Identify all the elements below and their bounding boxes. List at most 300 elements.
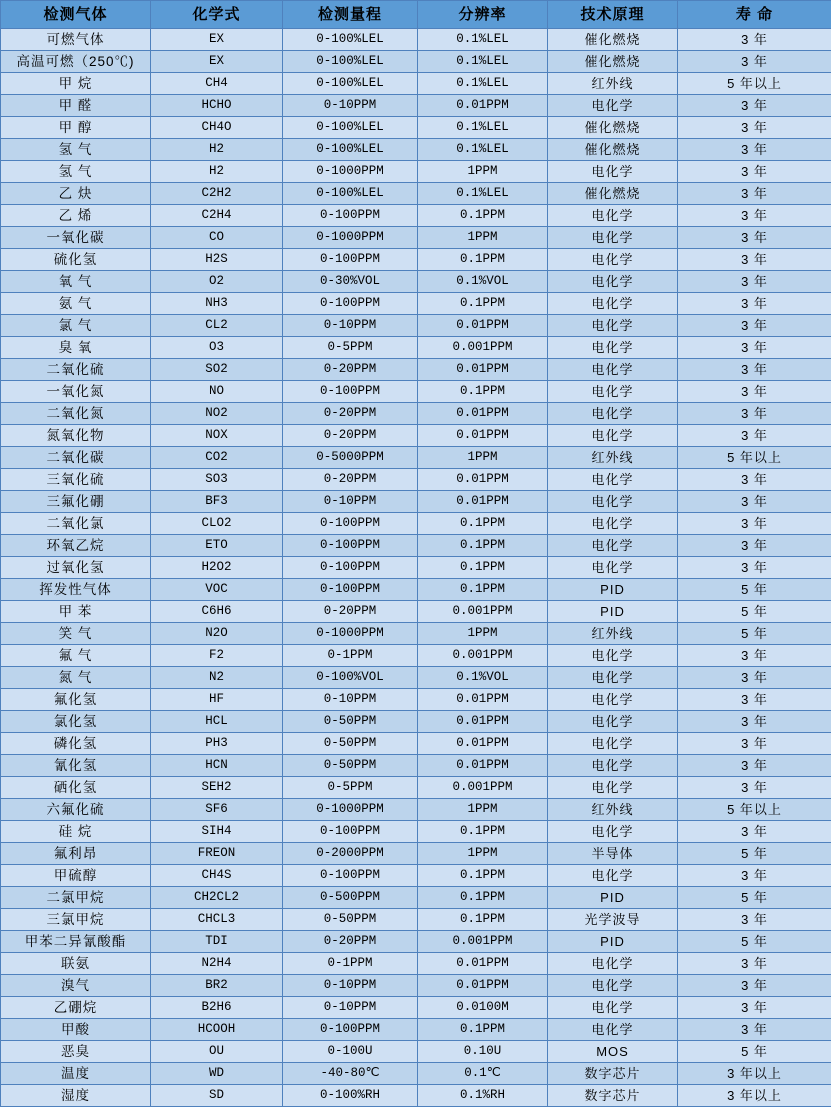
cell-gas: 二氧化硫 — [1, 359, 151, 381]
cell-technology: 电化学 — [548, 645, 678, 667]
cell-technology: 催化燃烧 — [548, 139, 678, 161]
cell-technology: 电化学 — [548, 513, 678, 535]
cell-formula: H2O2 — [151, 557, 283, 579]
cell-technology: 红外线 — [548, 799, 678, 821]
cell-formula: CO2 — [151, 447, 283, 469]
table-row — [1, 469, 831, 491]
table-row — [1, 1041, 831, 1063]
cell-technology: 催化燃烧 — [548, 117, 678, 139]
cell-lifespan: 5 年 — [678, 623, 831, 645]
cell-formula: SEH2 — [151, 777, 283, 799]
cell-lifespan: 3 年 — [678, 227, 831, 249]
cell-resolution: 0.01PPM — [418, 755, 548, 777]
cell-resolution: 0.1PPM — [418, 249, 548, 271]
cell-gas: 温度 — [1, 1063, 151, 1085]
cell-formula: EX — [151, 51, 283, 73]
cell-technology: 电化学 — [548, 557, 678, 579]
cell-technology: 电化学 — [548, 293, 678, 315]
cell-resolution: 0.001PPM — [418, 645, 548, 667]
cell-resolution: 0.001PPM — [418, 777, 548, 799]
cell-resolution: 1PPM — [418, 623, 548, 645]
cell-range: 0-50PPM — [283, 755, 418, 777]
cell-range: 0-100%LEL — [283, 183, 418, 205]
cell-range: 0-100PPM — [283, 381, 418, 403]
cell-lifespan: 3 年 — [678, 755, 831, 777]
cell-range: 0-100%LEL — [283, 73, 418, 95]
cell-lifespan: 3 年 — [678, 821, 831, 843]
cell-gas: 氟 气 — [1, 645, 151, 667]
cell-gas: 氟化氢 — [1, 689, 151, 711]
cell-lifespan: 3 年 — [678, 667, 831, 689]
table-row — [1, 51, 831, 73]
cell-lifespan: 5 年以上 — [678, 447, 831, 469]
cell-gas: 六氟化硫 — [1, 799, 151, 821]
table-row — [1, 117, 831, 139]
table-row — [1, 183, 831, 205]
table-row — [1, 821, 831, 843]
cell-range: 0-1000PPM — [283, 161, 418, 183]
cell-technology: 电化学 — [548, 953, 678, 975]
table-row — [1, 711, 831, 733]
cell-gas: 乙硼烷 — [1, 997, 151, 1019]
table-body — [1, 29, 831, 1107]
cell-range: 0-100PPM — [283, 865, 418, 887]
cell-resolution: 0.1PPM — [418, 205, 548, 227]
cell-formula: HCL — [151, 711, 283, 733]
cell-formula: FREON — [151, 843, 283, 865]
cell-resolution: 0.001PPM — [418, 337, 548, 359]
column-header-technology: 技术原理 — [548, 1, 678, 29]
cell-lifespan: 3 年 — [678, 711, 831, 733]
cell-resolution: 0.01PPM — [418, 689, 548, 711]
cell-lifespan: 3 年 — [678, 689, 831, 711]
cell-range: 0-5000PPM — [283, 447, 418, 469]
cell-range: 0-1PPM — [283, 645, 418, 667]
table-row — [1, 227, 831, 249]
cell-resolution: 0.1PPM — [418, 821, 548, 843]
cell-gas: 氨 气 — [1, 293, 151, 315]
cell-resolution: 0.1PPM — [418, 887, 548, 909]
cell-formula: O2 — [151, 271, 283, 293]
cell-range: 0-100PPM — [283, 293, 418, 315]
cell-formula: BR2 — [151, 975, 283, 997]
cell-technology: 电化学 — [548, 205, 678, 227]
cell-technology: 催化燃烧 — [548, 29, 678, 51]
cell-resolution: 0.01PPM — [418, 425, 548, 447]
cell-range: 0-1000PPM — [283, 227, 418, 249]
table-row — [1, 557, 831, 579]
table-row — [1, 1019, 831, 1041]
cell-range: 0-10PPM — [283, 491, 418, 513]
cell-range: 0-30%VOL — [283, 271, 418, 293]
cell-formula: C2H4 — [151, 205, 283, 227]
table-row — [1, 755, 831, 777]
cell-lifespan: 3 年以上 — [678, 1063, 831, 1085]
cell-gas: 笑 气 — [1, 623, 151, 645]
table-row — [1, 315, 831, 337]
column-header-formula: 化学式 — [151, 1, 283, 29]
cell-formula: F2 — [151, 645, 283, 667]
table-row — [1, 931, 831, 953]
table-row — [1, 887, 831, 909]
cell-formula: C6H6 — [151, 601, 283, 623]
cell-resolution: 0.10U — [418, 1041, 548, 1063]
cell-range: 0-1000PPM — [283, 623, 418, 645]
cell-resolution: 0.1PPM — [418, 381, 548, 403]
cell-gas: 过氧化氢 — [1, 557, 151, 579]
cell-gas: 二氧化氯 — [1, 513, 151, 535]
cell-gas: 乙 炔 — [1, 183, 151, 205]
table-row — [1, 29, 831, 51]
cell-formula: CH2CL2 — [151, 887, 283, 909]
cell-lifespan: 3 年 — [678, 535, 831, 557]
cell-resolution: 0.1%LEL — [418, 183, 548, 205]
cell-resolution: 0.01PPM — [418, 95, 548, 117]
table-row — [1, 381, 831, 403]
cell-formula: H2 — [151, 139, 283, 161]
cell-range: 0-500PPM — [283, 887, 418, 909]
cell-range: 0-100U — [283, 1041, 418, 1063]
cell-technology: 电化学 — [548, 271, 678, 293]
cell-lifespan: 3 年 — [678, 997, 831, 1019]
cell-technology: 电化学 — [548, 491, 678, 513]
cell-range: 0-100PPM — [283, 821, 418, 843]
cell-gas: 氧 气 — [1, 271, 151, 293]
cell-technology: 催化燃烧 — [548, 183, 678, 205]
cell-range: 0-10PPM — [283, 95, 418, 117]
cell-formula: HF — [151, 689, 283, 711]
cell-formula: CH4O — [151, 117, 283, 139]
cell-technology: 电化学 — [548, 733, 678, 755]
cell-range: 0-100%VOL — [283, 667, 418, 689]
cell-range: 0-100PPM — [283, 249, 418, 271]
cell-resolution: 0.1%LEL — [418, 29, 548, 51]
cell-formula: B2H6 — [151, 997, 283, 1019]
cell-resolution: 1PPM — [418, 799, 548, 821]
cell-resolution: 0.1%LEL — [418, 73, 548, 95]
cell-technology: 电化学 — [548, 865, 678, 887]
cell-range: 0-50PPM — [283, 909, 418, 931]
cell-lifespan: 3 年 — [678, 337, 831, 359]
cell-technology: 电化学 — [548, 667, 678, 689]
cell-resolution: 0.1%LEL — [418, 139, 548, 161]
table-row — [1, 1085, 831, 1107]
cell-lifespan: 5 年 — [678, 887, 831, 909]
cell-lifespan: 5 年 — [678, 931, 831, 953]
cell-gas: 甲酸 — [1, 1019, 151, 1041]
cell-gas: 联氨 — [1, 953, 151, 975]
cell-formula: SO3 — [151, 469, 283, 491]
column-header-range: 检测量程 — [283, 1, 418, 29]
cell-lifespan: 3 年 — [678, 469, 831, 491]
cell-range: 0-50PPM — [283, 711, 418, 733]
cell-range: 0-100PPM — [283, 579, 418, 601]
cell-range: 0-100PPM — [283, 513, 418, 535]
cell-formula: TDI — [151, 931, 283, 953]
cell-resolution: 0.1%VOL — [418, 271, 548, 293]
cell-range: 0-20PPM — [283, 425, 418, 447]
table-row — [1, 777, 831, 799]
table-row — [1, 799, 831, 821]
cell-lifespan: 3 年 — [678, 777, 831, 799]
table-row — [1, 689, 831, 711]
cell-technology: 电化学 — [548, 689, 678, 711]
cell-lifespan: 3 年 — [678, 315, 831, 337]
cell-formula: NO — [151, 381, 283, 403]
cell-technology: 光学波导 — [548, 909, 678, 931]
table-row — [1, 271, 831, 293]
cell-technology: 电化学 — [548, 227, 678, 249]
table-row — [1, 513, 831, 535]
table-row — [1, 997, 831, 1019]
cell-technology: 电化学 — [548, 161, 678, 183]
cell-gas: 甲 苯 — [1, 601, 151, 623]
cell-formula: OU — [151, 1041, 283, 1063]
cell-technology: PID — [548, 579, 678, 601]
cell-resolution: 0.1PPM — [418, 579, 548, 601]
cell-lifespan: 3 年 — [678, 95, 831, 117]
cell-range: 0-100PPM — [283, 557, 418, 579]
cell-gas: 三氯甲烷 — [1, 909, 151, 931]
cell-formula: N2O — [151, 623, 283, 645]
cell-technology: 红外线 — [548, 73, 678, 95]
cell-gas: 二氧化氮 — [1, 403, 151, 425]
cell-technology: PID — [548, 887, 678, 909]
cell-technology: 电化学 — [548, 249, 678, 271]
table-row — [1, 139, 831, 161]
cell-resolution: 0.1%LEL — [418, 51, 548, 73]
table-row — [1, 293, 831, 315]
table-row — [1, 205, 831, 227]
cell-gas: 氮 气 — [1, 667, 151, 689]
table-row — [1, 645, 831, 667]
cell-formula: HCN — [151, 755, 283, 777]
cell-gas: 甲 醛 — [1, 95, 151, 117]
cell-range: 0-100PPM — [283, 205, 418, 227]
cell-lifespan: 3 年 — [678, 139, 831, 161]
cell-gas: 甲苯二异氰酸酯 — [1, 931, 151, 953]
cell-formula: HCHO — [151, 95, 283, 117]
cell-range: 0-100PPM — [283, 1019, 418, 1041]
table-row — [1, 425, 831, 447]
cell-lifespan: 3 年 — [678, 733, 831, 755]
cell-formula: NO2 — [151, 403, 283, 425]
cell-technology: 电化学 — [548, 403, 678, 425]
cell-lifespan: 3 年 — [678, 117, 831, 139]
cell-resolution: 0.1PPM — [418, 909, 548, 931]
cell-lifespan: 3 年 — [678, 161, 831, 183]
cell-technology: 半导体 — [548, 843, 678, 865]
table-row — [1, 667, 831, 689]
cell-formula: PH3 — [151, 733, 283, 755]
cell-formula: N2H4 — [151, 953, 283, 975]
cell-lifespan: 3 年 — [678, 271, 831, 293]
table-row — [1, 975, 831, 997]
cell-formula: WD — [151, 1063, 283, 1085]
cell-resolution: 1PPM — [418, 843, 548, 865]
table-row — [1, 161, 831, 183]
cell-resolution: 0.01PPM — [418, 469, 548, 491]
cell-formula: SO2 — [151, 359, 283, 381]
cell-resolution: 0.1℃ — [418, 1063, 548, 1085]
cell-lifespan: 3 年 — [678, 51, 831, 73]
cell-technology: 电化学 — [548, 755, 678, 777]
cell-formula: C2H2 — [151, 183, 283, 205]
cell-formula: SD — [151, 1085, 283, 1107]
column-header-resolution: 分辨率 — [418, 1, 548, 29]
cell-range: 0-1PPM — [283, 953, 418, 975]
cell-gas: 甲 烷 — [1, 73, 151, 95]
table-row — [1, 865, 831, 887]
cell-resolution: 0.1PPM — [418, 535, 548, 557]
cell-gas: 乙 烯 — [1, 205, 151, 227]
cell-gas: 湿度 — [1, 1085, 151, 1107]
cell-technology: 电化学 — [548, 95, 678, 117]
cell-lifespan: 3 年 — [678, 249, 831, 271]
cell-formula: NH3 — [151, 293, 283, 315]
cell-resolution: 0.01PPM — [418, 359, 548, 381]
cell-formula: H2 — [151, 161, 283, 183]
cell-range: 0-20PPM — [283, 469, 418, 491]
cell-resolution: 0.1PPM — [418, 1019, 548, 1041]
cell-formula: CH4S — [151, 865, 283, 887]
cell-formula: VOC — [151, 579, 283, 601]
cell-resolution: 0.1PPM — [418, 293, 548, 315]
cell-range: 0-2000PPM — [283, 843, 418, 865]
cell-gas: 氮氧化物 — [1, 425, 151, 447]
cell-range: 0-5PPM — [283, 337, 418, 359]
table-row — [1, 733, 831, 755]
cell-formula: CL2 — [151, 315, 283, 337]
cell-technology: 催化燃烧 — [548, 51, 678, 73]
cell-gas: 甲硫醇 — [1, 865, 151, 887]
cell-technology: 电化学 — [548, 315, 678, 337]
cell-range: 0-20PPM — [283, 601, 418, 623]
cell-gas: 硫化氢 — [1, 249, 151, 271]
table-row — [1, 337, 831, 359]
cell-gas: 二氯甲烷 — [1, 887, 151, 909]
cell-resolution: 0.1%VOL — [418, 667, 548, 689]
cell-resolution: 0.01PPM — [418, 733, 548, 755]
cell-gas: 环氧乙烷 — [1, 535, 151, 557]
cell-lifespan: 3 年 — [678, 491, 831, 513]
cell-lifespan: 3 年 — [678, 205, 831, 227]
cell-formula: CO — [151, 227, 283, 249]
cell-technology: PID — [548, 931, 678, 953]
cell-lifespan: 3 年 — [678, 381, 831, 403]
cell-gas: 可燃气体 — [1, 29, 151, 51]
cell-resolution: 0.001PPM — [418, 601, 548, 623]
cell-range: 0-100%LEL — [283, 29, 418, 51]
cell-technology: 红外线 — [548, 623, 678, 645]
cell-lifespan: 5 年以上 — [678, 73, 831, 95]
cell-lifespan: 3 年 — [678, 425, 831, 447]
cell-resolution: 0.001PPM — [418, 931, 548, 953]
cell-lifespan: 3 年 — [678, 865, 831, 887]
cell-technology: 电化学 — [548, 469, 678, 491]
column-header-gas: 检测气体 — [1, 1, 151, 29]
cell-technology: 电化学 — [548, 381, 678, 403]
cell-lifespan: 3 年 — [678, 953, 831, 975]
cell-gas: 氰化氢 — [1, 755, 151, 777]
cell-lifespan: 3 年 — [678, 1019, 831, 1041]
cell-technology: 电化学 — [548, 359, 678, 381]
cell-gas: 二氧化碳 — [1, 447, 151, 469]
table-row — [1, 535, 831, 557]
cell-resolution: 0.01PPM — [418, 975, 548, 997]
cell-technology: 电化学 — [548, 337, 678, 359]
table-row — [1, 249, 831, 271]
cell-range: 0-10PPM — [283, 315, 418, 337]
cell-gas: 氢 气 — [1, 139, 151, 161]
cell-formula: SF6 — [151, 799, 283, 821]
cell-formula: N2 — [151, 667, 283, 689]
cell-resolution: 0.01PPM — [418, 953, 548, 975]
cell-gas: 恶臭 — [1, 1041, 151, 1063]
table-header-row — [1, 1, 831, 29]
cell-lifespan: 5 年 — [678, 1041, 831, 1063]
cell-range: 0-100%LEL — [283, 117, 418, 139]
cell-lifespan: 3 年 — [678, 183, 831, 205]
cell-formula: BF3 — [151, 491, 283, 513]
cell-technology: 红外线 — [548, 447, 678, 469]
cell-gas: 氟利昂 — [1, 843, 151, 865]
cell-gas: 氯化氢 — [1, 711, 151, 733]
cell-lifespan: 3 年 — [678, 403, 831, 425]
cell-formula: ETO — [151, 535, 283, 557]
table-row — [1, 843, 831, 865]
cell-technology: 电化学 — [548, 711, 678, 733]
cell-range: 0-100%RH — [283, 1085, 418, 1107]
cell-formula: CH4 — [151, 73, 283, 95]
cell-gas: 三氧化硫 — [1, 469, 151, 491]
table-row — [1, 909, 831, 931]
cell-lifespan: 5 年 — [678, 601, 831, 623]
cell-technology: 数字芯片 — [548, 1085, 678, 1107]
cell-lifespan: 3 年 — [678, 557, 831, 579]
cell-technology: 电化学 — [548, 997, 678, 1019]
cell-resolution: 1PPM — [418, 227, 548, 249]
cell-gas: 氯 气 — [1, 315, 151, 337]
cell-technology: MOS — [548, 1041, 678, 1063]
cell-formula: H2S — [151, 249, 283, 271]
cell-formula: NOX — [151, 425, 283, 447]
cell-resolution: 0.01PPM — [418, 403, 548, 425]
cell-lifespan: 3 年 — [678, 293, 831, 315]
table-header — [1, 1, 831, 29]
cell-range: 0-10PPM — [283, 997, 418, 1019]
cell-technology: PID — [548, 601, 678, 623]
cell-range: -40-80℃ — [283, 1063, 418, 1085]
table-row — [1, 447, 831, 469]
cell-range: 0-100%LEL — [283, 139, 418, 161]
table-row — [1, 601, 831, 623]
table-row — [1, 491, 831, 513]
cell-gas: 一氧化氮 — [1, 381, 151, 403]
cell-range: 0-20PPM — [283, 403, 418, 425]
cell-lifespan: 3 年 — [678, 29, 831, 51]
column-header-lifespan: 寿 命 — [678, 1, 831, 29]
cell-resolution: 0.1PPM — [418, 865, 548, 887]
cell-technology: 电化学 — [548, 425, 678, 447]
cell-resolution: 0.1%RH — [418, 1085, 548, 1107]
cell-technology: 电化学 — [548, 535, 678, 557]
table-row — [1, 1063, 831, 1085]
table-row — [1, 73, 831, 95]
cell-formula: CHCL3 — [151, 909, 283, 931]
cell-gas: 氢 气 — [1, 161, 151, 183]
cell-resolution: 0.1%LEL — [418, 117, 548, 139]
